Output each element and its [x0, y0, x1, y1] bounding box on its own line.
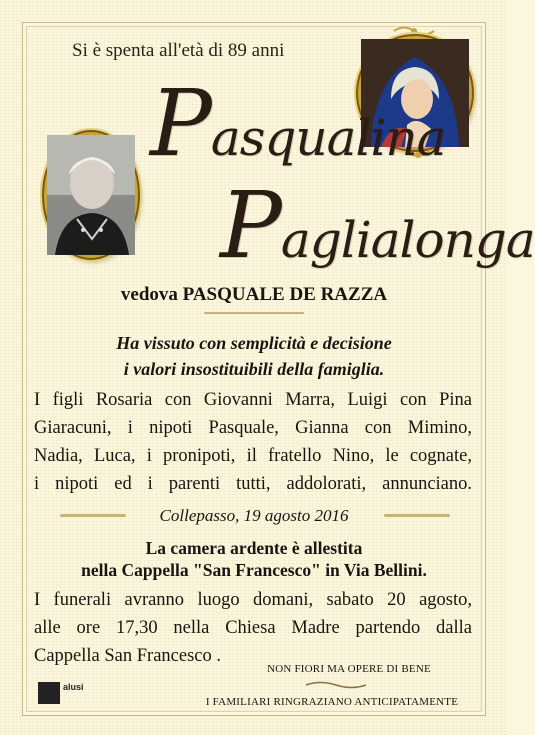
funeral-line-3: Cappella San Francesco . [34, 646, 221, 666]
funeral-line-1: I funerali avranno luogo domani, sabato 20 agosto, [34, 590, 472, 610]
deceased-photo [44, 132, 138, 258]
last-name-capital: P [220, 172, 281, 279]
divider-under-name [204, 312, 304, 314]
quote-line-2: i valori insostituibili della famiglia. [123, 359, 385, 379]
last-name [220, 172, 535, 279]
announcement-line-3: Nadia, Luca, i pronipoti, il fratello Nino, le cognate, [34, 446, 472, 466]
chapel-line-1: La camera ardente è allestita [145, 538, 363, 558]
announcement-line-2: Giaracuni, i nipoti Pasquale, Gianna con Mimino, [34, 418, 472, 438]
divider-right [384, 514, 450, 517]
footer-ornament-icon [304, 680, 368, 690]
funeral-line-2: alle ore 17,30 nella Chiesa Madre partendo dalla [34, 618, 472, 638]
first-name-capital: P [150, 70, 211, 177]
place-date: Collepasso, 19 agosto 2016 [159, 506, 349, 525]
age-text: Si è spenta all'età di 89 anni [72, 40, 285, 61]
quote-line-1: Ha vissuto con semplicità e decisione [116, 333, 392, 353]
first-name [150, 70, 446, 177]
announcement-line-4: i nipoti ed i parenti tutti, addolorati, annunciano. [34, 474, 472, 494]
logo-text: alusi [63, 682, 84, 692]
no-flowers-text: NON FIORI MA OPERE DI BENE [267, 663, 431, 675]
last-name-rest: aglialonga [280, 211, 535, 269]
logo-mark-icon [38, 682, 60, 704]
chapel-line-2: nella Cappella "San Francesco" in Via Bellini. [81, 560, 427, 580]
first-name-rest: asqualina [210, 109, 446, 167]
agency-logo [38, 682, 98, 706]
widow-of-text: vedova PASQUALE DE RAZZA [120, 284, 388, 305]
thanks-text: I FAMILIARI RINGRAZIANO ANTICIPATAMENTE [205, 696, 459, 708]
announcement-line-1: I figli Rosaria con Giovanni Marra, Luigi con Pina [34, 390, 472, 410]
